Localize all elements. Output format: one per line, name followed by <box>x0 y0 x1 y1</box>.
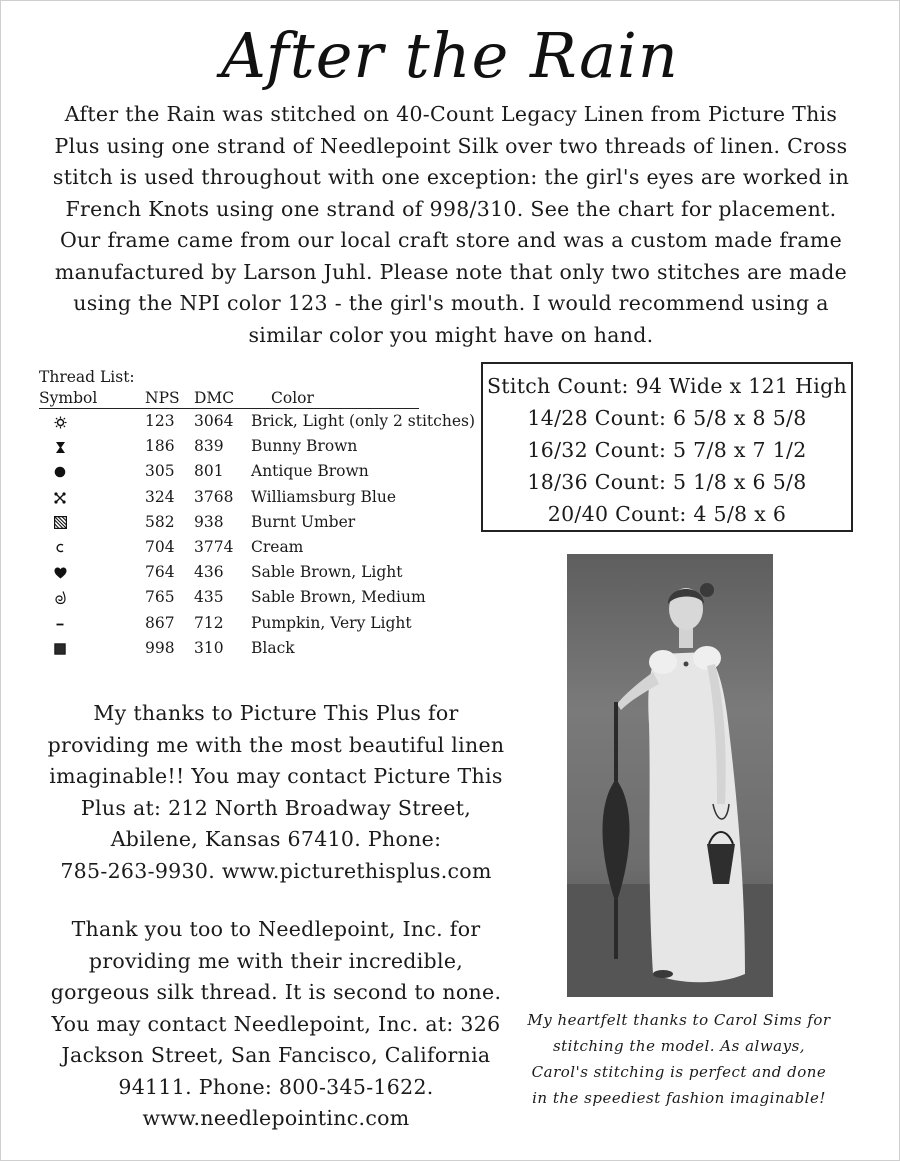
thanks-line: Abilene, Kansas 67410. Phone: <box>110 827 442 851</box>
caption-line: stitching the model. As always, <box>552 1037 806 1055</box>
dmc-value: 3768 <box>194 487 234 506</box>
thanks-line: providing me with the most beautiful linen <box>47 732 505 757</box>
thread-list <box>39 367 479 661</box>
thread-list-header <box>39 388 419 409</box>
nps-value: 998 <box>145 638 175 657</box>
dmc-value: 436 <box>194 563 224 582</box>
nps-value: 123 <box>145 412 175 430</box>
nps-value: 867 <box>145 613 175 632</box>
thread-row <box>39 560 479 585</box>
nps-value: 765 <box>145 588 175 607</box>
model-stitcher-caption <box>509 1007 849 1111</box>
color-name: Burnt Umber <box>251 512 356 531</box>
intro-line: After the Rain was stitched on 40-Count Legacy Linen from Picture This <box>64 102 838 126</box>
intro-paragraph <box>31 99 871 351</box>
color-name: Sable Brown, Light <box>251 563 403 582</box>
linen-thanks-paragraph <box>31 698 521 887</box>
header-symbol: Symbol <box>39 389 98 407</box>
stitch-count-line: 18/36 Count: 5 1/8 x 6 5/8 <box>527 470 807 494</box>
thread-row <box>39 611 479 636</box>
swirl-icon <box>55 591 66 605</box>
nps-value: 582 <box>145 512 175 531</box>
stitch-count-line: 14/28 Count: 6 5/8 x 8 5/8 <box>527 406 807 430</box>
color-name: Brick, Light (only 2 stitches) <box>251 412 475 430</box>
open-c-icon <box>55 543 65 553</box>
sun-icon <box>54 416 67 429</box>
thanks-line: 94111. Phone: 800-345-1622. <box>118 1074 434 1099</box>
thanks-line: 785-263-9930. www.picturethisplus.com <box>60 858 492 883</box>
girl-portrait-illustration <box>567 554 773 997</box>
nps-value: 305 <box>145 462 175 481</box>
stitch-count-box <box>481 362 853 532</box>
intro-line: similar color you might have on hand. <box>248 322 654 347</box>
stitch-count-line: 16/32 Count: 5 7/8 x 7 1/2 <box>527 438 807 462</box>
intro-line: manufactured by Larson Juhl. Please note that only two stitches are made <box>54 259 848 284</box>
dash-icon <box>55 619 65 629</box>
nps-value: 764 <box>145 563 175 582</box>
thanks-line: My thanks to Picture This Plus for <box>93 701 459 725</box>
nps-value: 324 <box>145 487 175 506</box>
thread-row <box>39 459 479 484</box>
thread-row <box>39 585 479 610</box>
filled-circle-icon <box>54 466 66 478</box>
dmc-value: 839 <box>194 437 224 456</box>
dmc-value: 3774 <box>194 537 234 556</box>
hourglass-icon <box>55 441 66 454</box>
caption-line: in the speediest fashion imaginable! <box>532 1089 826 1107</box>
dmc-value: 3064 <box>194 412 234 430</box>
nps-value: 186 <box>145 437 175 456</box>
color-name: Pumpkin, Very Light <box>251 613 412 632</box>
thread-row <box>39 485 479 510</box>
color-name: Williamsburg Blue <box>251 487 397 506</box>
heart-icon <box>54 567 67 579</box>
nps-value: 704 <box>145 537 175 556</box>
intro-line: stitch is used throughout with one exception: the girl's eyes are worked in <box>52 165 850 189</box>
thanks-line: Plus at: 212 North Broadway Street, <box>80 795 472 820</box>
filled-square-icon <box>54 643 66 655</box>
header-nps: NPS <box>145 389 180 407</box>
thread-list-title: Thread List: <box>39 368 135 386</box>
thanks-line: You may contact Needlepoint, Inc. at: 326 <box>51 1011 501 1036</box>
color-name: Antique Brown <box>251 462 369 481</box>
dmc-value: 435 <box>194 588 224 607</box>
thread-row <box>39 636 479 661</box>
intro-line: Our frame came from our local craft store and was a custom made frame <box>59 228 843 252</box>
cross-dots-icon <box>54 492 66 504</box>
dmc-value: 801 <box>194 462 224 481</box>
page-title: After the Rain <box>221 19 679 92</box>
stitch-count-line: 20/40 Count: 4 5/8 x 6 <box>547 502 787 526</box>
thread-row <box>39 510 479 535</box>
hatched-square-icon <box>54 516 67 529</box>
silk-thanks-paragraph <box>31 914 521 1135</box>
thread-row <box>39 409 479 434</box>
color-name: Bunny Brown <box>251 437 358 456</box>
caption-line: My heartfelt thanks to Carol Sims for <box>527 1011 831 1029</box>
intro-line: Plus using one strand of Needlepoint Silk over two threads of linen. Cross <box>54 133 848 158</box>
stitch-count-line: Stitch Count: 94 Wide x 121 High <box>486 374 848 398</box>
thanks-line: providing me with their incredible, <box>88 948 464 973</box>
color-name: Cream <box>251 537 304 556</box>
thread-row <box>39 434 479 459</box>
dmc-value: 712 <box>194 613 224 632</box>
dmc-value: 310 <box>194 638 224 657</box>
thanks-line: gorgeous silk thread. It is second to none. <box>50 980 502 1004</box>
model-photo <box>567 554 773 997</box>
header-dmc: DMC <box>194 389 235 407</box>
intro-line: French Knots using one strand of 998/310. See the chart for placement. <box>65 196 837 221</box>
thanks-line: imaginable!! You may contact Picture This <box>49 764 503 788</box>
thanks-line: Jackson Street, San Fancisco, California <box>61 1043 491 1067</box>
caption-line: Carol's stitching is perfect and done <box>531 1063 827 1081</box>
thread-row <box>39 535 479 560</box>
color-name: Sable Brown, Medium <box>251 588 426 607</box>
intro-line: using the NPI color 123 - the girl's mouth. I would recommend using a <box>73 291 829 315</box>
header-color: Color <box>271 389 314 407</box>
thanks-line: www.needlepointinc.com <box>142 1106 410 1130</box>
color-name: Black <box>251 638 295 657</box>
thanks-line: Thank you too to Needlepoint, Inc. for <box>71 917 481 941</box>
dmc-value: 938 <box>194 512 224 531</box>
